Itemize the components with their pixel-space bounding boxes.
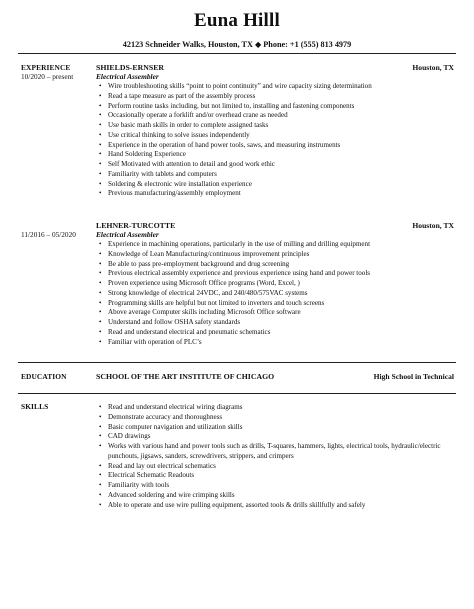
list-item: • Programming skills are helpful but not limited to inverters and touch screens — [108, 299, 458, 309]
header-divider — [18, 53, 456, 54]
list-item: • Able to operate and use wire pulling equipment, assorted tools & drills skillfully and safely — [108, 501, 458, 511]
contact-line: 42123 Schneider Walks, Houston, TX ◆ Phone: +1 (555) 813 4979 — [122, 40, 352, 49]
list-item: • Understand and follow OSHA safety standards — [108, 318, 458, 328]
job-1-employer: SHIELDS-ERNSER — [96, 63, 165, 72]
list-item: • Self Motivated with attention to detail and good work ethic — [108, 160, 458, 170]
list-item: • Hand Soldering Experience — [108, 150, 458, 160]
list-item: • Previous electrical assembly experience and previous experience using hand and power tools — [108, 269, 458, 279]
list-item: • Use critical thinking to solve issues independently — [108, 131, 458, 141]
job-2-dates: 11/2016 – 05/2020 — [21, 230, 76, 239]
education-degree: High School in Technical — [373, 372, 454, 381]
list-item: • Proven experience using Microsoft Office programs (Word, Excel, ) — [108, 279, 458, 289]
skills-bullet-list — [96, 403, 458, 510]
skills-section-label: SKILLS — [21, 402, 49, 411]
list-item: • Perform routine tasks including, but not limited to, installing and fastening components — [108, 102, 458, 112]
education-divider — [18, 362, 456, 363]
education-section-label: EDUCATION — [21, 372, 67, 381]
list-item: • Above average Computer skills including Microsoft Office software — [108, 308, 458, 318]
job-1-dates: 10/2020 – present — [21, 72, 74, 81]
list-item: • Familiar with operation of PLC’s — [108, 338, 458, 348]
list-item: • Strong knowledge of electrical 24VDC, and 240/480/575VAC systems — [108, 289, 458, 299]
skills-divider — [18, 393, 456, 394]
job-1-role: Electrical Assembler — [96, 72, 159, 81]
list-item: • Read and understand electrical wiring diagrams — [108, 403, 458, 413]
list-item: • Use basic math skills in order to complete assigned tasks — [108, 121, 458, 131]
list-item: • Occasionally operate a forklift and/or overhead crane as needed — [108, 111, 458, 121]
job-1-location: Houston, TX — [412, 63, 454, 72]
job-2-employer: LEHNER-TURCOTTE — [96, 221, 176, 230]
list-item: • Be able to pass pre-employment background and drug screening — [108, 260, 458, 270]
list-item: • Familiarity with tools — [108, 481, 458, 491]
list-item: • Wire troubleshooting skills “point to point continuity” and wire capacity sizing determination — [108, 82, 458, 92]
list-item: • CAD drawings — [108, 432, 458, 442]
job-2-bullet-list — [96, 240, 458, 347]
job-1-bullet-list — [96, 82, 458, 199]
education-school: SCHOOL OF THE ART INSTITUTE OF CHICAGO — [96, 372, 275, 381]
list-item: • Experience in machining operations, particularly in the use of milling and drilling equipment — [108, 240, 458, 250]
experience-section-label: EXPERIENCE — [21, 63, 71, 72]
list-item: • Soldering & electronic wire installation experience — [108, 180, 458, 190]
list-item: • Electrical Schematic Readouts — [108, 471, 458, 481]
job-2-role: Electrical Assembler — [96, 230, 159, 239]
list-item: • Basic computer navigation and utilization skills — [108, 423, 458, 433]
list-item: • Familiarity with tablets and computers — [108, 170, 458, 180]
list-item: • Experience in the operation of hand power tools, saws, and measuring instruments — [108, 141, 458, 151]
list-item: • Advanced soldering and wire crimping skills — [108, 491, 458, 501]
candidate-name: Euna Hilll — [194, 10, 280, 31]
list-item: • Previous manufacturing/assembly employment — [108, 189, 458, 199]
list-item: • Read a tape measure as part of the assembly process — [108, 92, 458, 102]
list-item: • Read and understand electrical and pneumatic schematics — [108, 328, 458, 338]
list-item: • Knowledge of Lean Manufacturing/continuous improvement principles — [108, 250, 458, 260]
list-item: • Read and lay out electrical schematics — [108, 462, 458, 472]
list-item: • Works with various hand and power tools such as drills, T-squares, hammers, lights, electrical tools, hydraulic/electric punchouts, jigsaws, sanders, screwdrivers, strippers, and crimpers — [108, 442, 458, 462]
list-item: • Demonstrate accuracy and thoroughness — [108, 413, 458, 423]
job-2-location: Houston, TX — [412, 221, 454, 230]
